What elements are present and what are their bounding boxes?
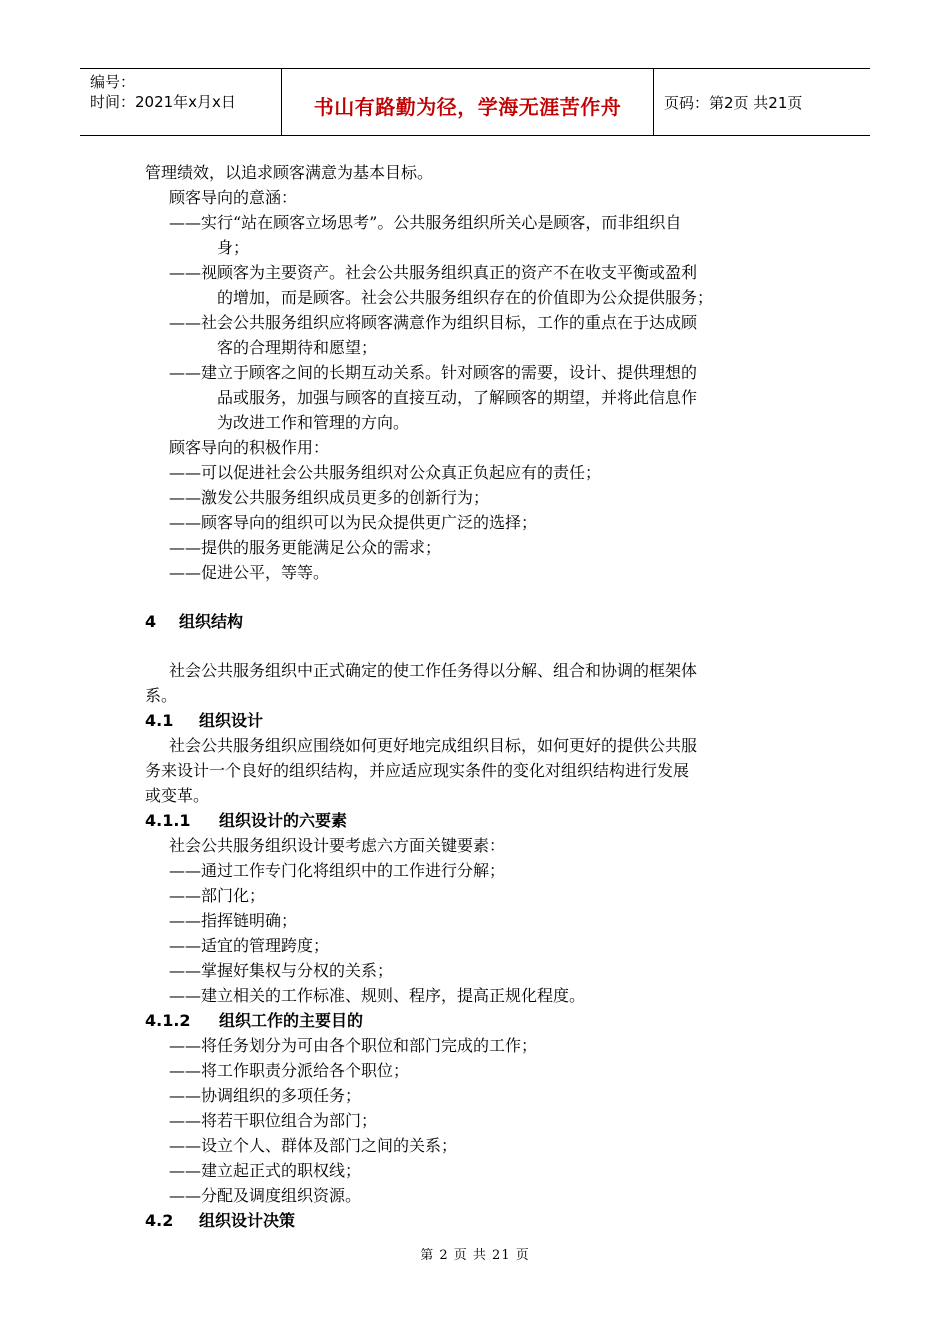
page-label: 页码：第2页 共21页 — [664, 94, 803, 112]
section-title: 组织工作的主要目的 — [219, 1011, 364, 1030]
list-item: ——提供的服务更能满足公众的需求； — [169, 538, 442, 557]
section-title: 组织结构 — [179, 612, 244, 631]
page-header — [80, 68, 870, 136]
paragraph: 社会公共服务组织中正式确定的使工作任务得以分解、组合和协调的框架体 — [169, 661, 698, 680]
section-heading-4-1-2 — [145, 1008, 815, 1033]
section-title: 组织设计的六要素 — [219, 811, 348, 830]
list-item-continuation: 的增加，而是顾客。社会公共服务组织存在的价值即为公众提供服务； — [217, 288, 714, 307]
list-item: ——将若干职位组合为部门； — [169, 1111, 378, 1130]
time-label: 时间：2021年x月x日 — [90, 93, 236, 111]
section-number: 4.1 — [145, 711, 174, 730]
page-footer: 第 2 页 共 21 页 — [420, 1248, 530, 1263]
section-number: 4 — [145, 612, 157, 631]
section-number: 4.1.1 — [145, 811, 191, 830]
section-number: 4.2 — [145, 1211, 174, 1230]
section-heading-4 — [145, 609, 815, 634]
list-item: ——实行“站在顾客立场思考”。公共服务组织所关心是顾客，而非组织自 — [169, 213, 682, 232]
section-number: 4.1.2 — [145, 1011, 191, 1030]
spacer — [145, 585, 815, 609]
list-item: ——协调组织的多项任务； — [169, 1086, 362, 1105]
list-item: ——激发公共服务组织成员更多的创新行为； — [169, 488, 490, 507]
paragraph-continuation: 务来设计一个良好的组织结构，并应适应现实条件的变化对组织结构进行发展 — [145, 761, 690, 780]
section-title: 组织设计 — [199, 711, 264, 730]
section-heading-4-2 — [145, 1208, 815, 1233]
list-item: ——建立相关的工作标准、规则、程序，提高正规化程度。 — [169, 986, 586, 1005]
list-item-continuation: 客的合理期待和愿望； — [217, 338, 378, 357]
list-item: ——社会公共服务组织应将顾客满意作为组织目标，工作的重点在于达成顾 — [169, 313, 698, 332]
list-item-continuation: 品或服务，加强与顾客的直接互动，了解顾客的期望，并将此信息作 — [217, 388, 698, 407]
list-item: ——通过工作专门化将组织中的工作进行分解； — [169, 861, 506, 880]
paragraph-continuation: 系。 — [145, 686, 178, 705]
header-page-cell — [654, 69, 870, 135]
motto: 书山有路勤为径，学海无涯苦作舟 — [313, 95, 622, 119]
list-item: ——可以促进社会公共服务组织对公众真正负起应有的责任； — [169, 463, 602, 482]
section-heading-4-1-1 — [145, 808, 815, 833]
spacer — [145, 634, 815, 658]
section-title: 组织设计决策 — [199, 1211, 296, 1230]
list-item: ——促进公平，等等。 — [169, 563, 330, 582]
list-item: ——将工作职责分派给各个职位； — [169, 1061, 410, 1080]
list-item: ——适宜的管理跨度； — [169, 936, 330, 955]
list-item-continuation: 为改进工作和管理的方向。 — [217, 413, 410, 432]
list-item: ——部门化； — [169, 886, 266, 905]
list-item: ——分配及调度组织资源。 — [169, 1186, 362, 1205]
list-item: ——掌握好集权与分权的关系； — [169, 961, 394, 980]
paragraph: 顾客导向的积极作用： — [169, 438, 330, 457]
document-body — [145, 160, 815, 1233]
paragraph: 管理绩效，以追求顾客满意为基本目标。 — [145, 163, 434, 182]
number-label: 编号： — [90, 73, 136, 91]
list-item: ——将任务划分为可由各个职位和部门完成的工作； — [169, 1036, 538, 1055]
list-item: ——指挥链明确； — [169, 911, 298, 930]
paragraph: 顾客导向的意涵： — [169, 188, 298, 207]
header-left-cell — [80, 69, 282, 135]
list-item-continuation: 身； — [217, 238, 250, 257]
paragraph-continuation: 或变革。 — [145, 786, 210, 805]
list-item: ——视顾客为主要资产。社会公共服务组织真正的资产不在收支平衡或盈利 — [169, 263, 698, 282]
list-item: ——建立起正式的职权线； — [169, 1161, 362, 1180]
section-heading-4-1 — [145, 708, 815, 733]
list-item: ——设立个人、群体及部门之间的关系； — [169, 1136, 458, 1155]
paragraph: 社会公共服务组织设计要考虑六方面关键要素： — [169, 836, 506, 855]
header-motto-cell — [282, 69, 654, 135]
list-item: ——顾客导向的组织可以为民众提供更广泛的选择； — [169, 513, 538, 532]
list-item: ——建立于顾客之间的长期互动关系。针对顾客的需要，设计、提供理想的 — [169, 363, 698, 382]
paragraph: 社会公共服务组织应围绕如何更好地完成组织目标，如何更好的提供公共服 — [169, 736, 698, 755]
